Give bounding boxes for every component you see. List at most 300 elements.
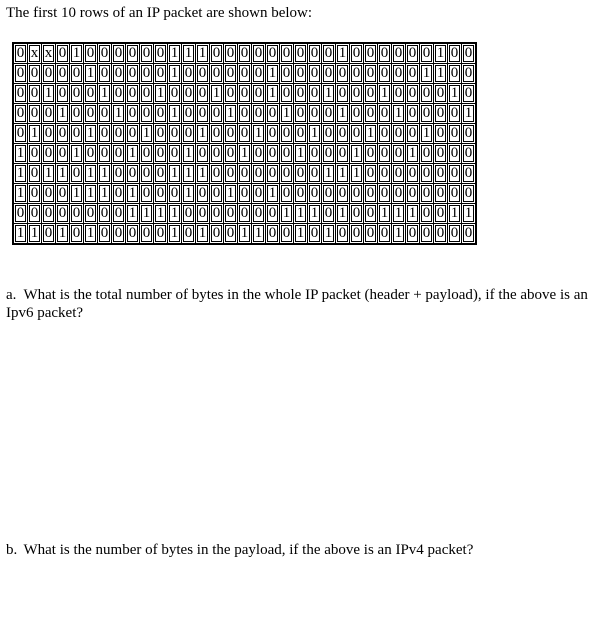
- bit-cell: 0: [308, 184, 322, 204]
- bit-cell: 0: [364, 164, 378, 184]
- bit-cell: 0: [322, 64, 336, 84]
- bit-cell: 1: [140, 124, 154, 144]
- bit-cell: 1: [420, 64, 434, 84]
- bit-cell: 0: [350, 64, 364, 84]
- bit-cell: 0: [294, 184, 308, 204]
- bit-cell: 0: [350, 184, 364, 204]
- bit-cell: 0: [70, 164, 84, 184]
- bit-cell: 1: [56, 224, 70, 245]
- bit-cell: 1: [168, 204, 182, 224]
- bit-cell: 0: [13, 104, 28, 124]
- bit-cell: 0: [280, 43, 294, 64]
- bit-cell: 0: [13, 64, 28, 84]
- bit-cell: 0: [224, 164, 238, 184]
- bit-cell: 0: [28, 164, 42, 184]
- bit-cell: 0: [154, 64, 168, 84]
- bit-cell: 0: [112, 224, 126, 245]
- bit-cell: 1: [13, 224, 28, 245]
- bit-cell: 0: [350, 124, 364, 144]
- bit-cell: 1: [406, 204, 420, 224]
- bit-cell: 0: [280, 144, 294, 164]
- bit-cell: 0: [210, 164, 224, 184]
- bit-cell: 0: [252, 164, 266, 184]
- bit-cell: 0: [98, 204, 112, 224]
- bit-cell: 1: [28, 124, 42, 144]
- bit-cell: 0: [84, 104, 98, 124]
- bit-cell: 0: [448, 184, 462, 204]
- bit-cell: 0: [224, 224, 238, 245]
- bit-cell: 0: [266, 43, 280, 64]
- bit-cell: 0: [420, 184, 434, 204]
- bit-row: [13, 104, 476, 124]
- bit-cell: 1: [168, 104, 182, 124]
- bit-cell: 1: [266, 64, 280, 84]
- bit-cell: 0: [98, 64, 112, 84]
- bit-cell: 0: [56, 84, 70, 104]
- bit-cell: 0: [266, 144, 280, 164]
- bit-cell: 0: [434, 144, 448, 164]
- bit-cell: 0: [280, 164, 294, 184]
- bit-cell: 0: [42, 184, 56, 204]
- bit-cell: 0: [182, 104, 196, 124]
- bit-cell: 1: [434, 43, 448, 64]
- bit-cell: 1: [42, 84, 56, 104]
- bit-cell: 1: [70, 184, 84, 204]
- bit-cell: 0: [210, 144, 224, 164]
- bit-cell: 1: [182, 43, 196, 64]
- bit-cell: 0: [70, 224, 84, 245]
- bit-cell: 1: [126, 184, 140, 204]
- bit-cell: 0: [448, 224, 462, 245]
- bit-cell: 0: [42, 124, 56, 144]
- bit-cell: 1: [13, 144, 28, 164]
- bit-cell: 1: [392, 204, 406, 224]
- bit-cell: 0: [42, 64, 56, 84]
- bit-cell: 0: [196, 184, 210, 204]
- bit-cell: 0: [112, 164, 126, 184]
- bit-cell: 0: [28, 64, 42, 84]
- bit-cell: 1: [98, 164, 112, 184]
- bit-cell: 0: [336, 184, 350, 204]
- question-a: [6, 286, 606, 322]
- bit-cell: 0: [364, 144, 378, 164]
- bit-cell: 1: [196, 164, 210, 184]
- bit-cell: 1: [13, 184, 28, 204]
- bit-cell: 0: [280, 84, 294, 104]
- bit-cell: 1: [336, 43, 350, 64]
- bit-cell: 0: [140, 224, 154, 245]
- bit-cell: 0: [462, 184, 477, 204]
- bit-cell: 0: [224, 144, 238, 164]
- bit-cell: 0: [308, 224, 322, 245]
- bit-cell: 0: [13, 204, 28, 224]
- bit-cell: 0: [168, 124, 182, 144]
- bit-cell: 1: [84, 124, 98, 144]
- bit-cell: 1: [13, 164, 28, 184]
- bit-cell: 1: [196, 43, 210, 64]
- bit-cell: 0: [28, 144, 42, 164]
- bit-cell: 1: [168, 43, 182, 64]
- bit-cell: 0: [406, 104, 420, 124]
- bit-cell: 0: [168, 184, 182, 204]
- bit-cell: 0: [112, 184, 126, 204]
- bit-cell: 1: [392, 104, 406, 124]
- bit-cell: 0: [182, 84, 196, 104]
- bit-cell: 0: [210, 64, 224, 84]
- bit-cell: 1: [252, 124, 266, 144]
- bit-cell: 0: [98, 43, 112, 64]
- bit-cell: 0: [322, 144, 336, 164]
- bit-cell: 0: [392, 124, 406, 144]
- bit-row: [13, 64, 476, 84]
- bit-cell: 0: [350, 104, 364, 124]
- bit-cell: 0: [462, 164, 477, 184]
- bit-cell: 0: [406, 84, 420, 104]
- bit-cell: 0: [13, 84, 28, 104]
- bit-cell: 0: [266, 104, 280, 124]
- bit-cell: 0: [182, 204, 196, 224]
- bit-cell: 0: [336, 224, 350, 245]
- bit-cell: 0: [140, 184, 154, 204]
- bit-cell: 0: [364, 84, 378, 104]
- bit-cell: 0: [350, 43, 364, 64]
- bit-cell: 1: [168, 64, 182, 84]
- bit-cell: 0: [462, 144, 477, 164]
- bit-cell: 0: [210, 184, 224, 204]
- bit-cell: 0: [70, 104, 84, 124]
- bit-cell: 0: [42, 144, 56, 164]
- bit-cell: 0: [308, 84, 322, 104]
- bit-cell: 0: [42, 104, 56, 124]
- bit-cell: 0: [168, 84, 182, 104]
- question-b-text: What is the number of bytes in the payload, if the above is an IPv4 packet?: [23, 542, 474, 558]
- bit-cell: 0: [392, 43, 406, 64]
- bit-cell: 0: [364, 184, 378, 204]
- bit-cell: 0: [420, 84, 434, 104]
- bit-cell: 1: [112, 104, 126, 124]
- bit-cell: 0: [392, 164, 406, 184]
- bit-cell: 0: [210, 124, 224, 144]
- bit-cell: 0: [112, 124, 126, 144]
- bit-cell: 0: [154, 144, 168, 164]
- bit-cell: 0: [462, 64, 477, 84]
- bit-cell: 0: [238, 104, 252, 124]
- bit-cell: 0: [28, 104, 42, 124]
- bit-row: [13, 43, 476, 64]
- bit-cell: 0: [420, 144, 434, 164]
- bit-cell: 0: [322, 43, 336, 64]
- bit-cell: 0: [280, 64, 294, 84]
- bit-cell: x: [28, 43, 42, 64]
- bit-cell: 0: [238, 204, 252, 224]
- bit-cell: 1: [406, 144, 420, 164]
- bit-cell: 1: [420, 124, 434, 144]
- bit-cell: 1: [140, 204, 154, 224]
- bit-cell: 0: [70, 84, 84, 104]
- bit-cell: 0: [224, 43, 238, 64]
- bit-cell: 1: [98, 84, 112, 104]
- bit-cell: 0: [434, 124, 448, 144]
- bit-cell: 0: [140, 64, 154, 84]
- bit-cell: 0: [350, 84, 364, 104]
- bit-cell: 0: [182, 64, 196, 84]
- bit-cell: 0: [308, 104, 322, 124]
- bit-cell: 0: [126, 224, 140, 245]
- bit-cell: 0: [98, 104, 112, 124]
- bit-cell: 1: [448, 84, 462, 104]
- bit-cell: 0: [238, 184, 252, 204]
- bit-cell: 0: [126, 43, 140, 64]
- bit-cell: 1: [196, 224, 210, 245]
- bit-cell: 0: [378, 104, 392, 124]
- bit-cell: 0: [406, 184, 420, 204]
- ip-packet-bit-table: [12, 42, 477, 245]
- bit-cell: 0: [378, 43, 392, 64]
- bit-cell: 1: [364, 124, 378, 144]
- bit-cell: 1: [350, 144, 364, 164]
- bit-cell: 0: [336, 124, 350, 144]
- bit-cell: 0: [28, 184, 42, 204]
- bit-cell: 1: [224, 184, 238, 204]
- bit-cell: 0: [266, 164, 280, 184]
- bit-cell: 0: [280, 184, 294, 204]
- bit-cell: 1: [336, 104, 350, 124]
- bit-cell: 0: [98, 224, 112, 245]
- bit-cell: 0: [70, 64, 84, 84]
- bit-cell: 0: [140, 104, 154, 124]
- bit-cell: 0: [420, 164, 434, 184]
- bit-table-body: [13, 43, 476, 244]
- question-b-label: b.: [6, 542, 18, 558]
- bit-cell: 0: [126, 164, 140, 184]
- bit-cell: 0: [154, 104, 168, 124]
- bit-cell: 0: [294, 104, 308, 124]
- bit-cell: 1: [252, 224, 266, 245]
- bit-cell: 0: [224, 204, 238, 224]
- bit-cell: 0: [252, 84, 266, 104]
- bit-cell: 0: [252, 184, 266, 204]
- bit-cell: 0: [378, 224, 392, 245]
- bit-cell: 0: [294, 64, 308, 84]
- bit-cell: 1: [336, 204, 350, 224]
- bit-cell: 1: [154, 204, 168, 224]
- bit-cell: 0: [448, 164, 462, 184]
- bit-cell: 0: [140, 164, 154, 184]
- bit-cell: 0: [434, 184, 448, 204]
- bit-cell: 1: [448, 204, 462, 224]
- bit-cell: 1: [210, 84, 224, 104]
- bit-row: [13, 204, 476, 224]
- bit-cell: 0: [308, 43, 322, 64]
- bit-cell: 0: [322, 184, 336, 204]
- bit-cell: 0: [98, 124, 112, 144]
- bit-cell: 0: [308, 164, 322, 184]
- bit-cell: 1: [182, 164, 196, 184]
- bit-cell: 0: [140, 84, 154, 104]
- bit-cell: 0: [336, 64, 350, 84]
- bit-cell: 1: [126, 204, 140, 224]
- bit-cell: 0: [126, 104, 140, 124]
- bit-row: [13, 84, 476, 104]
- bit-cell: 0: [336, 84, 350, 104]
- bit-cell: 1: [322, 84, 336, 104]
- question-b: [6, 541, 606, 559]
- bit-cell: 0: [56, 184, 70, 204]
- bit-cell: 0: [462, 43, 477, 64]
- bit-cell: 0: [434, 204, 448, 224]
- bit-cell: 0: [112, 43, 126, 64]
- bit-row: [13, 184, 476, 204]
- bit-cell: 0: [462, 224, 477, 245]
- bit-cell: 0: [112, 204, 126, 224]
- bit-cell: 0: [168, 144, 182, 164]
- bit-cell: 0: [448, 104, 462, 124]
- bit-cell: 0: [224, 64, 238, 84]
- bit-cell: 1: [392, 224, 406, 245]
- bit-cell: 0: [70, 204, 84, 224]
- bit-cell: 0: [252, 104, 266, 124]
- bit-cell: 0: [448, 64, 462, 84]
- bit-cell: 1: [462, 204, 477, 224]
- bit-cell: 1: [280, 204, 294, 224]
- bit-cell: 0: [210, 224, 224, 245]
- bit-cell: 1: [378, 204, 392, 224]
- bit-cell: 0: [420, 43, 434, 64]
- bit-cell: 0: [196, 104, 210, 124]
- bit-cell: 0: [448, 144, 462, 164]
- bit-cell: 0: [126, 64, 140, 84]
- bit-cell: 1: [84, 184, 98, 204]
- bit-cell: 1: [308, 124, 322, 144]
- bit-cell: 0: [308, 144, 322, 164]
- bit-cell: 0: [42, 204, 56, 224]
- bit-cell: 0: [196, 204, 210, 224]
- bit-cell: 0: [210, 204, 224, 224]
- bit-cell: 0: [210, 43, 224, 64]
- bit-cell: 0: [392, 64, 406, 84]
- bit-cell: 0: [28, 84, 42, 104]
- bit-cell: 0: [224, 84, 238, 104]
- bit-cell: 0: [224, 124, 238, 144]
- bit-cell: 0: [42, 224, 56, 245]
- bit-cell: 0: [56, 144, 70, 164]
- bit-cell: 0: [182, 224, 196, 245]
- bit-cell: 0: [364, 224, 378, 245]
- bit-cell: 1: [70, 144, 84, 164]
- bit-cell: 0: [252, 43, 266, 64]
- bit-cell: 0: [406, 43, 420, 64]
- bit-cell: 0: [112, 144, 126, 164]
- bit-cell: 0: [182, 124, 196, 144]
- bit-cell: 0: [378, 144, 392, 164]
- bit-cell: 0: [196, 64, 210, 84]
- bit-cell: 0: [364, 104, 378, 124]
- bit-cell: 0: [154, 124, 168, 144]
- intro-text: The first 10 rows of an IP packet are shown below:: [6, 5, 313, 21]
- bit-cell: 0: [448, 43, 462, 64]
- bit-cell: 0: [294, 164, 308, 184]
- bit-cell: 0: [196, 84, 210, 104]
- bit-cell: 0: [434, 104, 448, 124]
- bit-cell: 1: [84, 224, 98, 245]
- bit-cell: 0: [154, 164, 168, 184]
- bit-cell: 0: [406, 124, 420, 144]
- bit-cell: 0: [56, 64, 70, 84]
- bit-cell: 0: [13, 124, 28, 144]
- bit-cell: 1: [238, 144, 252, 164]
- bit-cell: 1: [224, 104, 238, 124]
- bit-row: [13, 144, 476, 164]
- bit-cell: 0: [154, 224, 168, 245]
- bit-cell: 0: [322, 124, 336, 144]
- bit-cell: 0: [294, 124, 308, 144]
- bit-cell: 0: [280, 124, 294, 144]
- bit-cell: 0: [406, 164, 420, 184]
- bit-cell: 1: [84, 64, 98, 84]
- bit-cell: 0: [406, 64, 420, 84]
- bit-cell: 1: [434, 64, 448, 84]
- bit-cell: 0: [84, 43, 98, 64]
- bit-cell: 0: [196, 144, 210, 164]
- bit-cell: 1: [350, 164, 364, 184]
- bit-cell: 0: [154, 184, 168, 204]
- bit-cell: 0: [462, 84, 477, 104]
- bit-cell: 0: [378, 124, 392, 144]
- bit-cell: 1: [84, 164, 98, 184]
- bit-cell: 1: [98, 184, 112, 204]
- bit-cell: 0: [238, 43, 252, 64]
- bit-cell: 0: [392, 184, 406, 204]
- bit-cell: 0: [462, 124, 477, 144]
- bit-cell: 1: [294, 224, 308, 245]
- bit-cell: 1: [182, 144, 196, 164]
- bit-cell: 0: [154, 43, 168, 64]
- bit-cell: 1: [168, 224, 182, 245]
- bit-cell: 0: [28, 204, 42, 224]
- bit-cell: 1: [462, 104, 477, 124]
- bit-cell: 0: [238, 64, 252, 84]
- bit-cell: 0: [266, 204, 280, 224]
- bit-cell: 0: [238, 164, 252, 184]
- bit-cell: 0: [434, 84, 448, 104]
- bit-cell: 0: [434, 224, 448, 245]
- bit-cell: 1: [266, 84, 280, 104]
- bit-cell: 0: [210, 104, 224, 124]
- bit-cell: 1: [322, 224, 336, 245]
- bit-cell: 1: [294, 204, 308, 224]
- bit-cell: 0: [140, 43, 154, 64]
- bit-cell: 0: [420, 224, 434, 245]
- bit-cell: 1: [154, 84, 168, 104]
- bit-cell: 0: [350, 224, 364, 245]
- bit-cell: 1: [378, 84, 392, 104]
- bit-cell: 1: [168, 164, 182, 184]
- bit-cell: 0: [266, 224, 280, 245]
- bit-cell: 0: [126, 84, 140, 104]
- question-a-label: a.: [6, 287, 17, 303]
- bit-cell: 1: [294, 144, 308, 164]
- bit-cell: 0: [322, 104, 336, 124]
- bit-cell: 0: [294, 43, 308, 64]
- bit-cell: 0: [364, 43, 378, 64]
- bit-cell: 0: [13, 43, 28, 64]
- bit-cell: 0: [378, 184, 392, 204]
- bit-cell: 1: [196, 124, 210, 144]
- bit-cell: 0: [70, 124, 84, 144]
- bit-cell: 1: [126, 144, 140, 164]
- bit-cell: 1: [28, 224, 42, 245]
- bit-cell: 1: [56, 164, 70, 184]
